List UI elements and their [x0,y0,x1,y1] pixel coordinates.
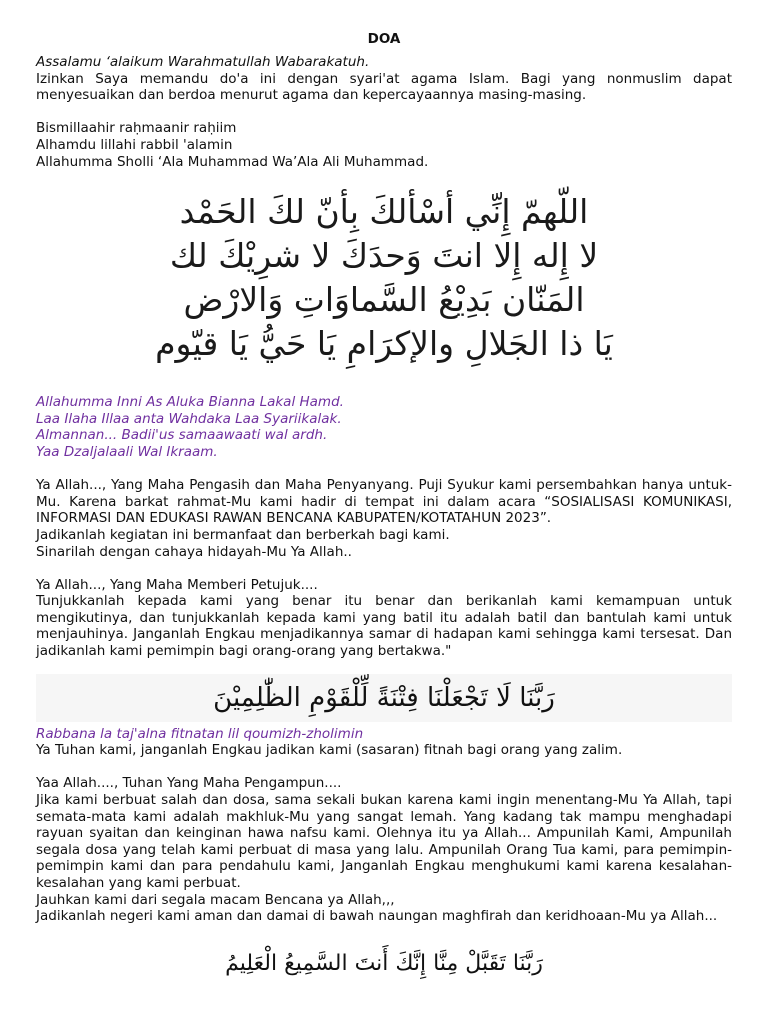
forgiveness-paragraph: Jika kami berbuat salah dan dosa, sama sekali bukan karena kami ingin menentang-Mu Ya Allah, tapi semata-mata kami adalah makhluk-Mu yang sangat lemah. Yang kadang tak mampu menghadapi rayuan syaitan dan keinginan hawa nafsu kami. Olehnya itu ya Allah... Ampunilah Kami, Ampunilah segala dosa yang telah kami perbuat di masa yang lalu. Ampunilah Orang Tua kami, para pemimpin-pemimpin kami dan para pendahulu kami, Janganlah Engkau menghukumi kami karena kesalahan-kesalahan yang kami perbuat. [36,792,732,891]
forgiveness-heading: Yaa Allah...., Tuhan Yang Maha Pengampun.... [36,775,342,792]
document-page [36,30,732,976]
salam-line: Assalamu ‘alaikum Warahmatullah Wabarakatuh. [36,54,370,70]
guidance-heading: Ya Allah..., Yang Maha Memberi Petujuk.... [36,576,318,593]
arabic-rabbana-verse: رَبَّنَا لَا تَجْعَلْنَا فِتْنَةً لِّلْقَوْمِ الظّٰلِمِيْنَ [36,674,732,722]
arabic-closing-verse: رَبَّنَا تَقَبَّلْ مِنَّا إِنَّكَ أَنتَ السَّمِيعُ الْعَلِيمُ [225,950,543,976]
arabic-line: اللّهمّ إِنِّي أسْألكَ بِأنّ لكَ الحَمْد [179,192,589,232]
protection-line: Jauhkan kami dari segala macam Bencana ya Allah,,, [36,891,395,908]
arabic-line: يَا ذا الجَلالِ والإكرَامِ يَا حَيُّ يَا قيّوم [155,324,613,364]
transliteration-line: Almannan... Badii'us samaawaati wal ardh. [36,427,328,444]
shalawat-line: Allahumma Sholli ‘Ala Muhammad Wa’Ala Ali Muhammad. [36,153,429,170]
praise-paragraph: Ya Allah..., Yang Maha Pengasih dan Maha Penyanyang. Puji Syukur kami persembahkan hanya untuk-Mu. Karena barkat rahmat-Mu kami hadir di tempat ini dalam acara “SOSIALISASI KOMUNIKASI, INFORMASI DAN EDUKASI RAWAN BENCANA KABUPATEN/KOTATAHUN 2023”. [36,477,732,527]
arabic-prayer-image [134,190,634,366]
transliteration-line: Laa Ilaha Illaa anta Wahdaka Laa Syariikalak. [36,410,342,427]
transliteration-line: Yaa Dzaljalaali Wal Ikraam. [36,443,218,460]
basmalah-line: Bismillaahir raḥmaanir raḥiim [36,120,237,137]
page-title: DOA [367,31,401,47]
arabic-line: لا إِله إِلا انتَ وَحدَكَ لا شرِيْكَ لك [169,236,599,276]
rabbana-transliteration: Rabbana la taj'alna fitnatan lil qoumizh-zholimin [36,725,364,742]
transliteration-line: Allahumma Inni As Aluka Bianna Lakal Hamd. [36,394,344,411]
rabbana-meaning: Ya Tuhan kami, janganlah Engkau jadikan kami (sasaran) fitnah bagi orang yang zalim. [36,742,623,759]
praise-line: Sinarilah dengan cahaya hidayah-Mu Ya Allah.. [36,543,352,560]
praise-line: Jadikanlah kegiatan ini bermanfaat dan berberkah bagi kami. [36,526,450,543]
guidance-paragraph: Tunjukkanlah kepada kami yang benar itu benar dan berikanlah kami kemampuan untuk mengikutinya, dan tunjukkanlah kepada kami yang batil itu adalah batil dan bantulah kami untuk menjauhinya. Janganlah Engkau menjadikannya samar di hadapan kami sehingga kami tersesat. Dan jadikanlah kami pemimpin bagi orang-orang yang bertakwa." [36,593,732,660]
arabic-line: المَنّان بَدِيْعُ السَّماوَاتِ وَالارْض [183,280,585,320]
hamdalah-line: Alhamdu lillahi rabbil 'alamin [36,136,233,153]
intro-paragraph: Izinkan Saya memandu do'a ini dengan syari'at agama Islam. Bagi yang nonmuslim dapat menyesuaikan dan berdoa menurut agama dan kepercayaannya masing-masing. [36,70,732,104]
peace-line: Jadikanlah negeri kami aman dan damai di bawah naungan maghfirah dan keridhoaan-Mu ya Allah... [36,908,718,925]
